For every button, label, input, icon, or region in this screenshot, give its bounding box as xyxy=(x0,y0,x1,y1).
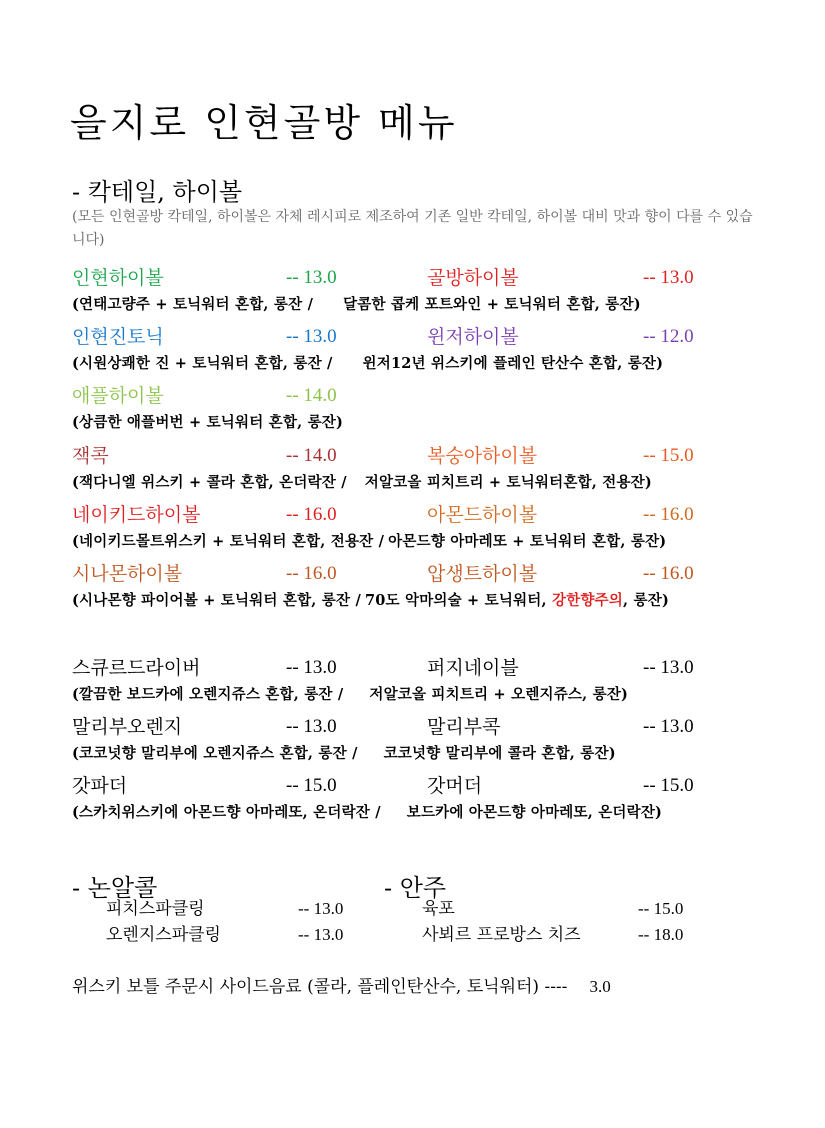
menu-item-name: 복숭아하이볼 xyxy=(427,445,538,467)
menu-item-description xyxy=(72,473,652,493)
menu-item-price: -- 13.0 xyxy=(286,267,337,288)
description-right: 보드카에 아몬드향 아마레또, 온더락잔) xyxy=(406,804,663,821)
menu-item-name: 윈저하이볼 xyxy=(427,326,519,348)
cocktail-note: (모든 인현골방 칵테일, 하이볼은 자체 레시피로 제조하여 기존 일반 칵테일, 하이볼 대비 맛과 향이 다를 수 있습니다) xyxy=(72,209,753,248)
menu-item-name: 시나몬하이볼 xyxy=(72,563,183,585)
strong-aroma-warning: 강한향주의 xyxy=(551,592,624,609)
menu-item-description xyxy=(72,295,641,315)
menu-item-name: 갓머더 xyxy=(427,775,483,797)
menu-item-name: 네이키드하이볼 xyxy=(72,504,201,526)
menu-item-price: -- 14.0 xyxy=(286,385,337,406)
menu-item-name: 아몬드하이볼 xyxy=(427,504,538,526)
bottle-side-drink-price: 3.0 xyxy=(589,977,611,996)
menu-item-name: 퍼지네이블 xyxy=(427,657,519,679)
page-title: 을지로 인현골방 메뉴 xyxy=(70,101,458,145)
description-left: (연태고량주 + 토닉워터 혼합, 롱잔 / xyxy=(72,296,314,313)
menu-item-price: -- 12.0 xyxy=(643,326,694,347)
menu-item-description xyxy=(72,744,616,764)
menu-item-price: -- 15.0 xyxy=(643,775,694,796)
bottle-side-drink-text: 위스키 보틀 주문시 사이드음료 (콜라, 플레인탄산수, 토닉워터) ---- xyxy=(72,977,568,997)
description-left: (깔끔한 보드카에 오렌지쥬스 혼합, 롱잔 / xyxy=(72,686,344,703)
menu-item-name: 갓파더 xyxy=(72,775,128,797)
description-left: (스카치위스키에 아몬드향 아마레또, 온더락잔 / xyxy=(72,804,381,821)
menu-item-name: 애플하이볼 xyxy=(72,385,164,407)
menu-item-description xyxy=(72,532,666,552)
menu-item-price: -- 15.0 xyxy=(643,445,694,466)
menu-item-name: 골방하이볼 xyxy=(427,267,519,289)
description-left: (코코넛향 말리부에 오렌지쥬스 혼합, 롱잔 / xyxy=(72,745,358,762)
description-right: 70도 악마의술 + 토닉워터, xyxy=(364,592,552,609)
menu-item-price: -- 16.0 xyxy=(286,504,337,525)
menu-item-name: 인현진토닉 xyxy=(72,326,164,348)
snack-item-name: 육포 xyxy=(422,899,455,919)
menu-item-price: -- 15.0 xyxy=(286,775,337,796)
bottle-side-drink-note xyxy=(72,976,611,998)
description-right: 윈저12년 위스키에 플레인 탄산수 혼합, 롱잔) xyxy=(362,355,664,372)
description-left: (상큼한 애플버번 + 토닉워터 혼합, 롱잔) xyxy=(72,414,344,431)
menu-item-price: -- 16.0 xyxy=(643,563,694,584)
menu-item-description xyxy=(72,413,343,433)
menu-item-price: -- 13.0 xyxy=(286,326,337,347)
snack-item-name: 사뵈르 프로방스 치즈 xyxy=(422,925,581,945)
description-right: , 롱잔) xyxy=(623,592,670,609)
snacks-heading: - 안주 xyxy=(384,874,447,902)
menu-item-name: 잭콕 xyxy=(72,445,109,467)
description-left: (네이키드몰트위스키 + 토닉워터 혼합, 전용잔 / xyxy=(72,533,385,550)
description-left: (잭다니엘 위스키 + 콜라 혼합, 온더락잔 / xyxy=(72,474,347,491)
menu-item-price: -- 16.0 xyxy=(643,504,694,525)
description-right: 아몬드향 아마레또 + 토닉워터 혼합, 롱잔) xyxy=(388,533,667,550)
menu-item-price: -- 13.0 xyxy=(643,267,694,288)
nonalcoholic-heading: - 논알콜 xyxy=(72,874,158,902)
menu-item-price: -- 13.0 xyxy=(643,657,694,678)
menu-item-name: 말리부오렌지 xyxy=(72,716,183,738)
menu-item-description xyxy=(72,803,662,823)
nonalcoholic-item-name: 피치스파클링 xyxy=(106,899,205,919)
description-right: 코코넛향 말리부에 콜라 혼합, 롱잔) xyxy=(383,745,616,762)
menu-item-price: -- 13.0 xyxy=(286,716,337,737)
menu-item-description xyxy=(72,685,628,705)
description-left: (시나몬향 파이어볼 + 토닉워터 혼합, 롱잔 / xyxy=(72,592,361,609)
menu-item-description xyxy=(72,591,669,611)
menu-item-name: 인현하이볼 xyxy=(72,267,164,289)
nonalcoholic-item-price: -- 13.0 xyxy=(298,899,344,918)
menu-item-description xyxy=(72,354,663,374)
description-right: 저알코올 피치트리 + 오렌지쥬스, 롱잔) xyxy=(369,686,629,703)
snack-item-price: -- 15.0 xyxy=(638,899,684,918)
menu-item-name: 압생트하이볼 xyxy=(427,563,538,585)
snack-item-price: -- 18.0 xyxy=(638,925,684,944)
nonalcoholic-item-price: -- 13.0 xyxy=(298,925,344,944)
menu-item-name: 말리부콕 xyxy=(427,716,501,738)
menu-item-price: -- 13.0 xyxy=(643,716,694,737)
menu-item-price: -- 16.0 xyxy=(286,563,337,584)
description-left: (시원상쾌한 진 + 토닉워터 혼합, 롱잔 / xyxy=(72,355,333,372)
description-right: 저알코올 피치트리 + 토닉워터혼합, 전용잔) xyxy=(364,474,652,491)
nonalcoholic-item-name: 오렌지스파클링 xyxy=(106,925,221,945)
description-right: 달콤한 콥케 포트와인 + 토닉워터 혼합, 롱잔) xyxy=(343,296,641,313)
menu-item-name: 스큐르드라이버 xyxy=(72,657,201,679)
cocktail-heading: - 칵테일, 하이볼 xyxy=(72,178,243,206)
menu-item-price: -- 13.0 xyxy=(286,657,337,678)
menu-item-price: -- 14.0 xyxy=(286,445,337,466)
